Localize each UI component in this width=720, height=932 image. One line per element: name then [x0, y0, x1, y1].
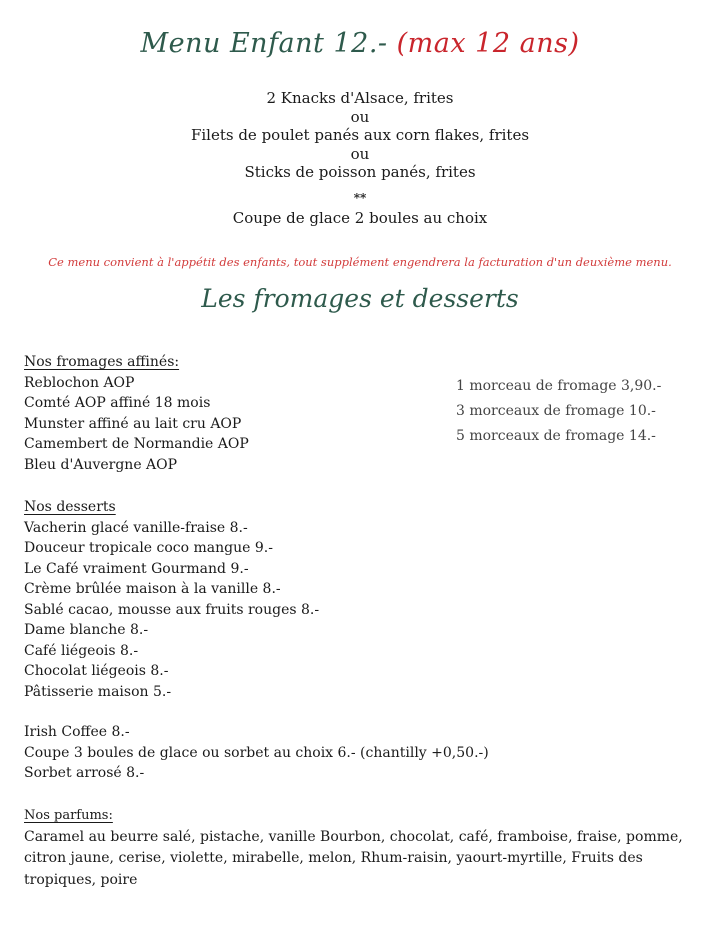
cheese-item: Reblochon AOP [24, 374, 135, 391]
kids-menu-title [0, 28, 720, 59]
cheese-item: Comté AOP affiné 18 mois [24, 395, 211, 411]
kids-menu-disclaimer: Ce menu convient à l'appétit des enfants, tout supplément engendrera la facturation d'un deuxième menu. [48, 255, 672, 269]
dessert-item: Douceur tropicale coco mangue 9.- [24, 540, 273, 556]
desserts-section [24, 497, 319, 702]
kids-choice: Sticks de poisson panés, frites [244, 163, 476, 181]
cheese-price: 1 morceau de fromage 3,90.- [456, 378, 662, 394]
extra-item: Irish Coffee 8.- [24, 724, 130, 740]
desserts-header: Nos desserts [24, 499, 116, 515]
kids-dessert: Coupe de glace 2 boules au choix [232, 209, 488, 227]
extra-item: Coupe 3 boules de glace ou sorbet au choix 6.- (chantilly +0,50.-) [24, 744, 489, 761]
dessert-item: Vacherin glacé vanille-fraise 8.- [24, 519, 248, 536]
kids-choice-or: ou [350, 144, 370, 163]
dessert-item: Dame blanche 8.- [24, 622, 149, 638]
dessert-item: Chocolat liégeois 8.- [24, 663, 169, 679]
cheese-price: 3 morceaux de fromage 10.- [456, 403, 656, 419]
cheese-item: Munster affiné au lait cru AOP [24, 415, 242, 432]
cheese-item: Bleu d'Auvergne AOP [24, 456, 178, 473]
cheese-header: Nos fromages affinés: [24, 354, 180, 370]
cheese-prices [456, 374, 661, 449]
kids-separator: ** [353, 190, 367, 205]
cheese-item: Camembert de Normandie AOP [24, 436, 249, 452]
flavors-section [24, 806, 700, 891]
dessert-item: Pâtisserie maison 5.- [24, 683, 172, 700]
kids-choice: 2 Knacks d'Alsace, frites [266, 89, 454, 107]
dessert-item: Café liégeois 8.- [24, 642, 139, 659]
section-title: Les fromages et desserts [201, 284, 519, 313]
kids-choice-or: ou [350, 107, 370, 126]
dessert-item: Le Café vraiment Gourmand 9.- [24, 560, 249, 577]
dessert-item: Crème brûlée maison à la vanille 8.- [24, 581, 281, 597]
extra-item: Sorbet arrosé 8.- [24, 765, 145, 781]
kids-menu-choices [0, 89, 720, 228]
flavors-header: Nos parfums: [24, 808, 113, 823]
flavors-list: Caramel au beurre salé, pistache, vanille Bourbon, chocolat, café, framboise, fraise, pomme, citron jaune, cerise, violette, mirabelle, melon, Rhum-raisin, yaourt-myrtille, Fruits des tropiques, poire [24, 828, 683, 888]
kids-menu-title-main: Menu Enfant 12.- [140, 28, 388, 59]
kids-choice: Filets de poulet panés aux corn flakes, frites [190, 126, 530, 144]
cheese-price: 5 morceaux de fromage 14.- [456, 428, 656, 444]
dessert-item: Sablé cacao, mousse aux fruits rouges 8.- [24, 601, 320, 618]
cheese-section [24, 352, 249, 475]
kids-menu-age-limit: (max 12 ans) [396, 28, 580, 59]
extras-section [24, 722, 489, 784]
